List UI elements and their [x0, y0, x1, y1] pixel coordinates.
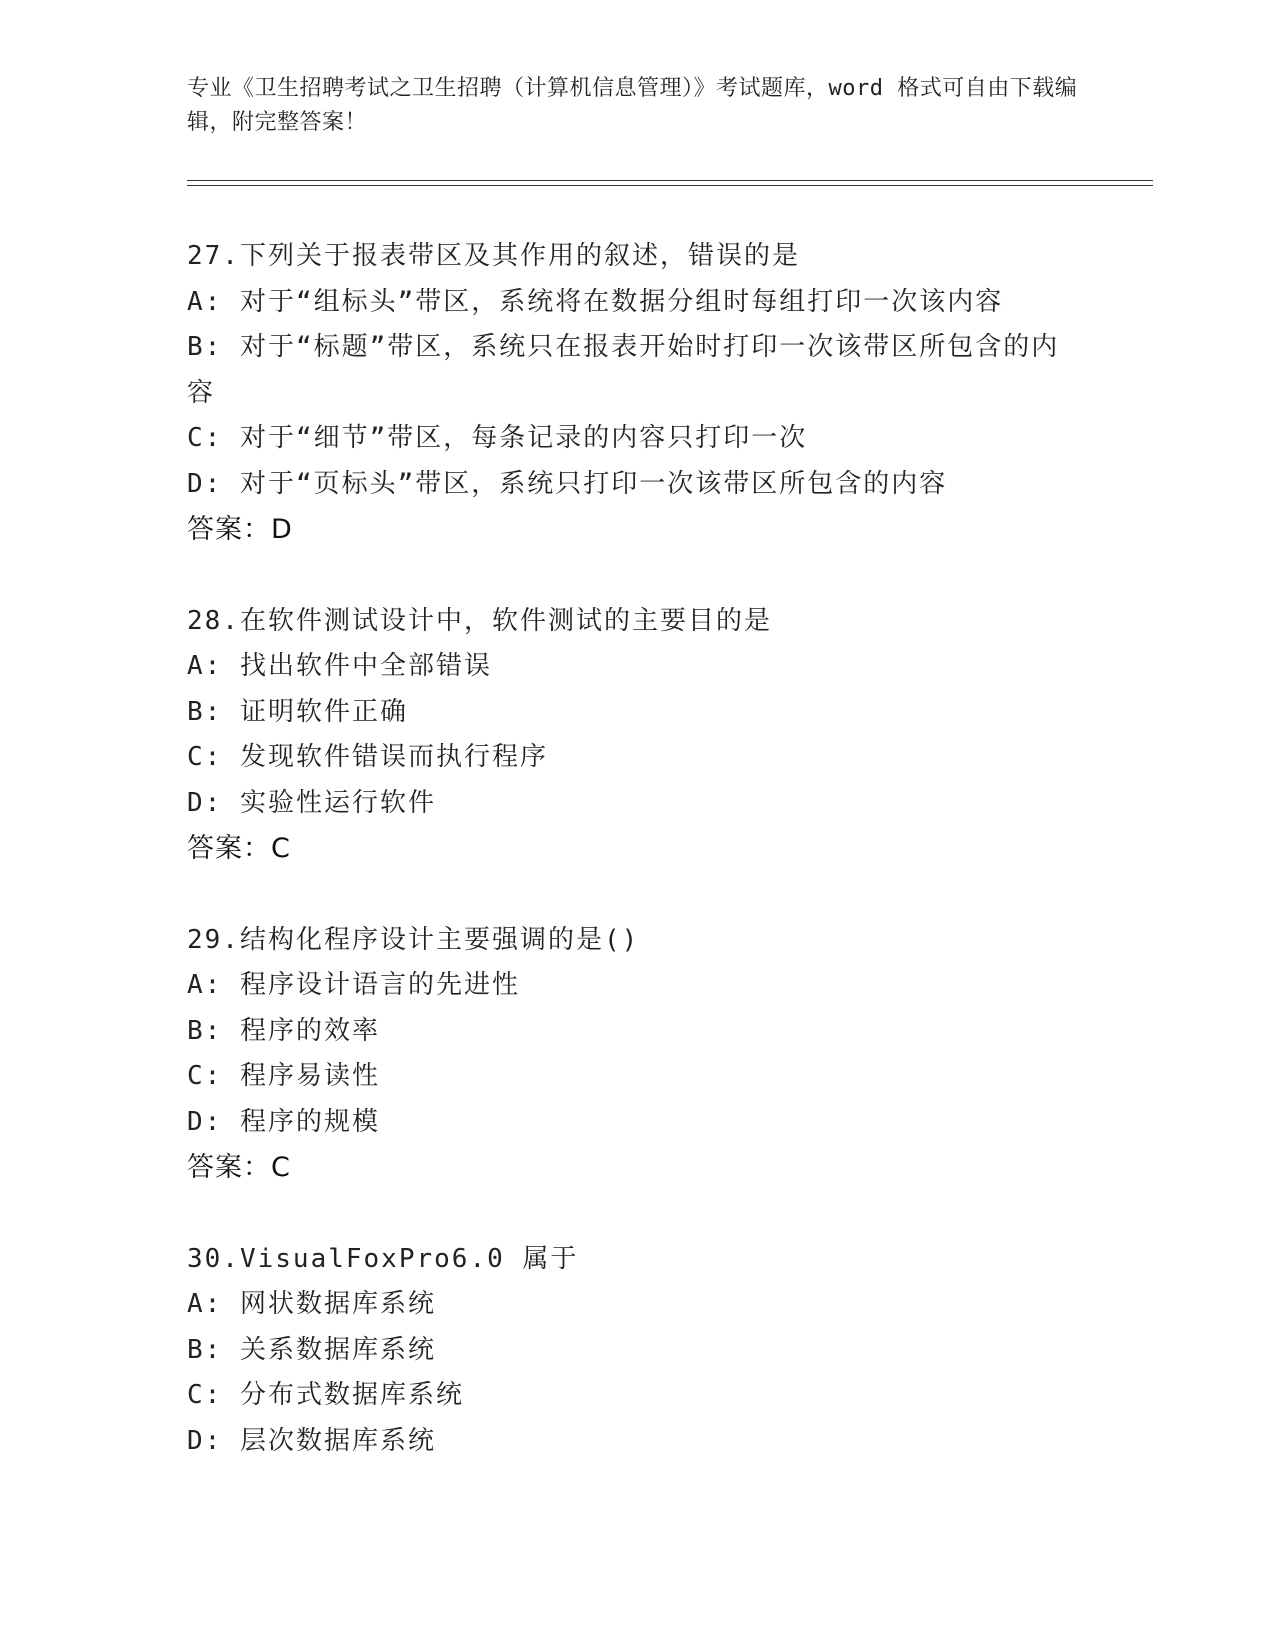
- question-stem: 29.结构化程序设计主要强调的是(): [187, 924, 640, 955]
- question-stem: 28.在软件测试设计中，软件测试的主要目的是: [187, 605, 772, 636]
- option-c: C: 分布式数据库系统: [187, 1380, 464, 1410]
- question-27: [187, 234, 1087, 553]
- question-stem: 30.VisualFoxPro6.0 属于: [187, 1243, 579, 1274]
- question-28: [187, 599, 1087, 872]
- option-b: B: 证明软件正确: [187, 696, 408, 727]
- option-b: B: 关系数据库系统: [187, 1334, 436, 1365]
- answer-label: 答案：C: [187, 833, 291, 864]
- answer-label: 答案：C: [187, 1152, 291, 1183]
- header-divider-top: [187, 180, 1153, 181]
- document-header: 专业《卫生招聘考试之卫生招聘（计算机信息管理）》考试题库，word 格式可自由下载编辑，附完整答案！: [187, 76, 1078, 135]
- option-a: A: 程序设计语言的先进性: [187, 970, 520, 1000]
- question-stem: 27.下列关于报表带区及其作用的叙述，错误的是: [187, 241, 800, 271]
- answer-label: 答案：D: [187, 514, 293, 545]
- question-29: [187, 918, 1087, 1191]
- option-b: B: 程序的效率: [187, 1015, 380, 1046]
- option-c: C: 程序易读性: [187, 1061, 380, 1091]
- option-c: C: 发现软件错误而执行程序: [187, 742, 548, 772]
- option-d: D: 程序的规模: [187, 1106, 380, 1137]
- option-a: A: 对于“组标头”带区，系统将在数据分组时每组打印一次该内容: [187, 286, 1004, 317]
- option-a: A: 网状数据库系统: [187, 1289, 436, 1319]
- option-d: D: 层次数据库系统: [187, 1425, 436, 1456]
- option-a: A: 找出软件中全部错误: [187, 651, 492, 681]
- option-d: D: 对于“页标头”带区，系统只打印一次该带区所包含的内容: [187, 468, 948, 499]
- header-divider-bottom: [187, 185, 1153, 186]
- question-30: [187, 1237, 1087, 1465]
- option-b: B: 对于“标题”带区，系统只在报表开始时打印一次该带区所包含的内容: [187, 332, 1060, 408]
- option-d: D: 实验性运行软件: [187, 787, 436, 818]
- question-list: [187, 234, 1087, 1510]
- option-c: C: 对于“细节”带区，每条记录的内容只打印一次: [187, 423, 808, 453]
